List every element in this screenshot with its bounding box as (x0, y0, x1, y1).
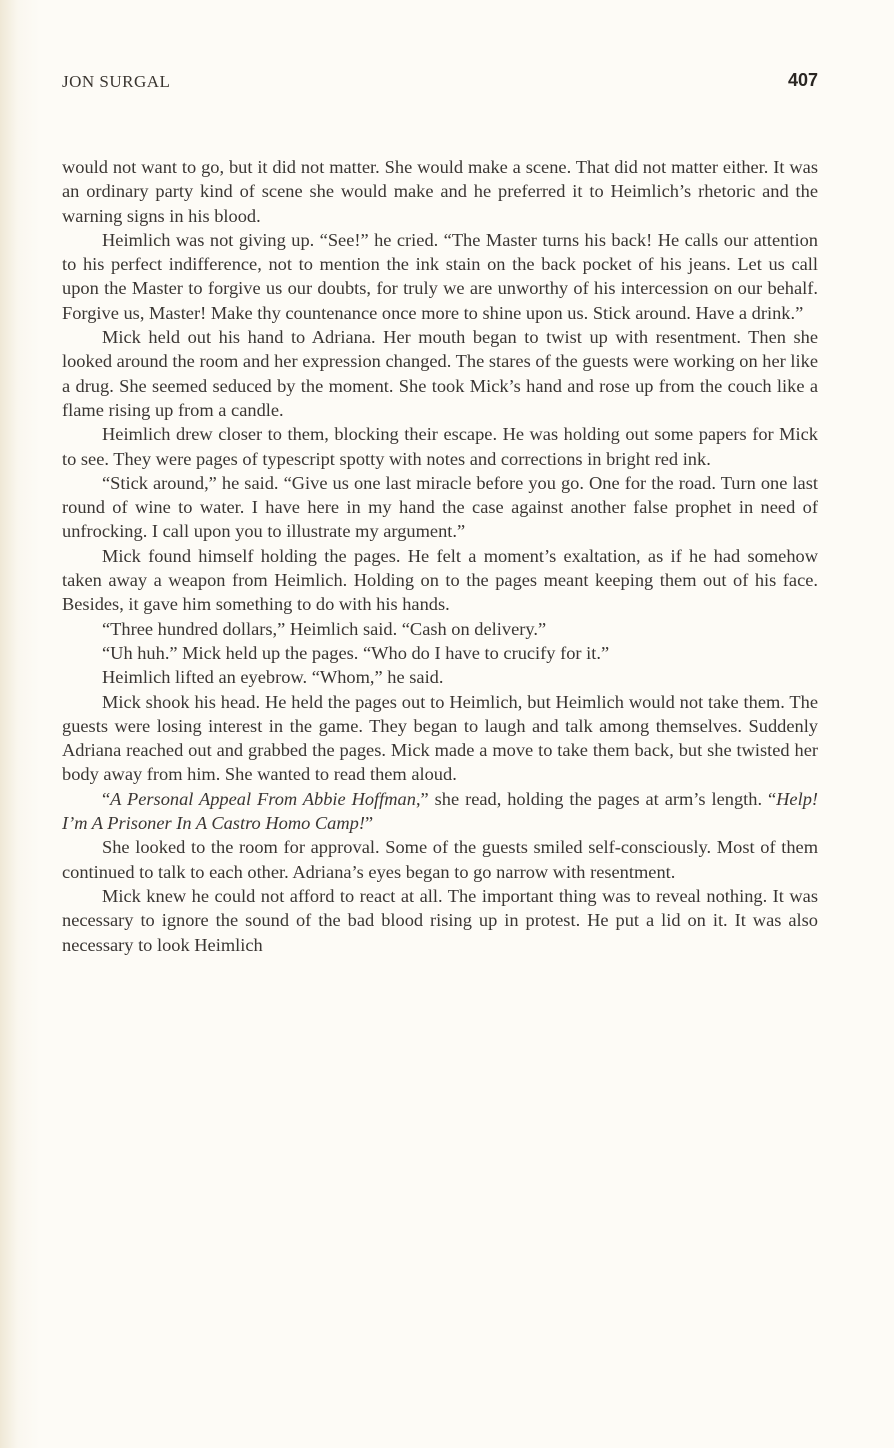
paragraph: would not want to go, but it did not matter. She would make a scene. That did not matter either. It was an ordinary party kind of scene she would make and he preferred it to Heimlich’s rhetoric and the warning signs in his blood. (62, 157, 818, 226)
paragraph: Heimlich was not giving up. “See!” he cried. “The Master turns his back! He calls our attention to his perfect indifference, not to mention the ink stain on the back pocket of his jeans. Let us call upon the Master to forgive us our doubts, for truly we are unworthy of his intercession on our behalf. Forgive us, Master! Make thy countenance once more to shine upon us. Stick around. Have a drink.” (62, 229, 818, 323)
paragraph: Heimlich drew closer to them, blocking their escape. He was holding out some papers for Mick to see. They were pages of typescript spotty with notes and corrections in bright red ink. (62, 424, 818, 469)
body-text (62, 155, 818, 957)
close-quote: ” (364, 813, 374, 834)
page-number: 407 (787, 70, 818, 90)
page-header (62, 72, 818, 98)
running-head: JON SURGAL (62, 72, 171, 91)
open-quote: “ (102, 788, 111, 809)
paragraph: She looked to the room for approval. Some of the guests smiled self-consciously. Most of them continued to talk to each other. Adriana’s eyes began to go narrow with resentment. (62, 837, 818, 882)
paragraph: Mick shook his head. He held the pages out to Heimlich, but Heimlich would not take them. The guests were losing interest in the game. They began to laugh and talk among themselves. Suddenly Adriana reached out and grabbed the pages. Mick made a move to take them back, but she twisted her body away from him. She wanted to read them aloud. (62, 691, 818, 785)
paragraph: “Three hundred dollars,” Heimlich said. “Cash on delivery.” (102, 618, 547, 639)
paragraph: Mick found himself holding the pages. He felt a moment’s exaltation, as if he had somehow taken away a weapon from Heimlich. Holding on to the pages meant keeping them out of his face. Besides, it gave him something to do with his hands. (62, 545, 818, 615)
paragraph: “Uh huh.” Mick held up the pages. “Who do I have to crucify for it.” (102, 642, 610, 663)
paragraph-quoted-titles (62, 787, 818, 836)
paragraph: Heimlich lifted an eyebrow. “Whom,” he said. (102, 667, 444, 688)
paragraph: Mick held out his hand to Adriana. Her mouth began to twist up with resentment. Then she looked around the room and her expression changed. The stares of the guests were working on her like a drug. She seemed seduced by the moment. She took Mick’s hand and rose up from the couch like a flame rising up from a candle. (62, 327, 818, 420)
quote-mid-text: ,” she read, holding the pages at arm’s length. “ (415, 788, 777, 809)
paragraph: Mick knew he could not afford to react at all. The important thing was to reveal nothing. It was necessary to ignore the sound of the bad blood rising up in protest. He put a lid on it. It was also necessary to look Heimlich (62, 885, 818, 955)
italic-title: Help! I’m A Prisoner In A Castro Homo Camp! (62, 788, 819, 834)
italic-title: A Personal Appeal From Abbie Hoffman (110, 788, 416, 809)
paragraph: “Stick around,” he said. “Give us one last miracle before you go. One for the road. Turn one last round of wine to water. I have here in my hand the case against another false prophet in need of unfrocking. I call upon you to illustrate my argument.” (62, 472, 818, 542)
